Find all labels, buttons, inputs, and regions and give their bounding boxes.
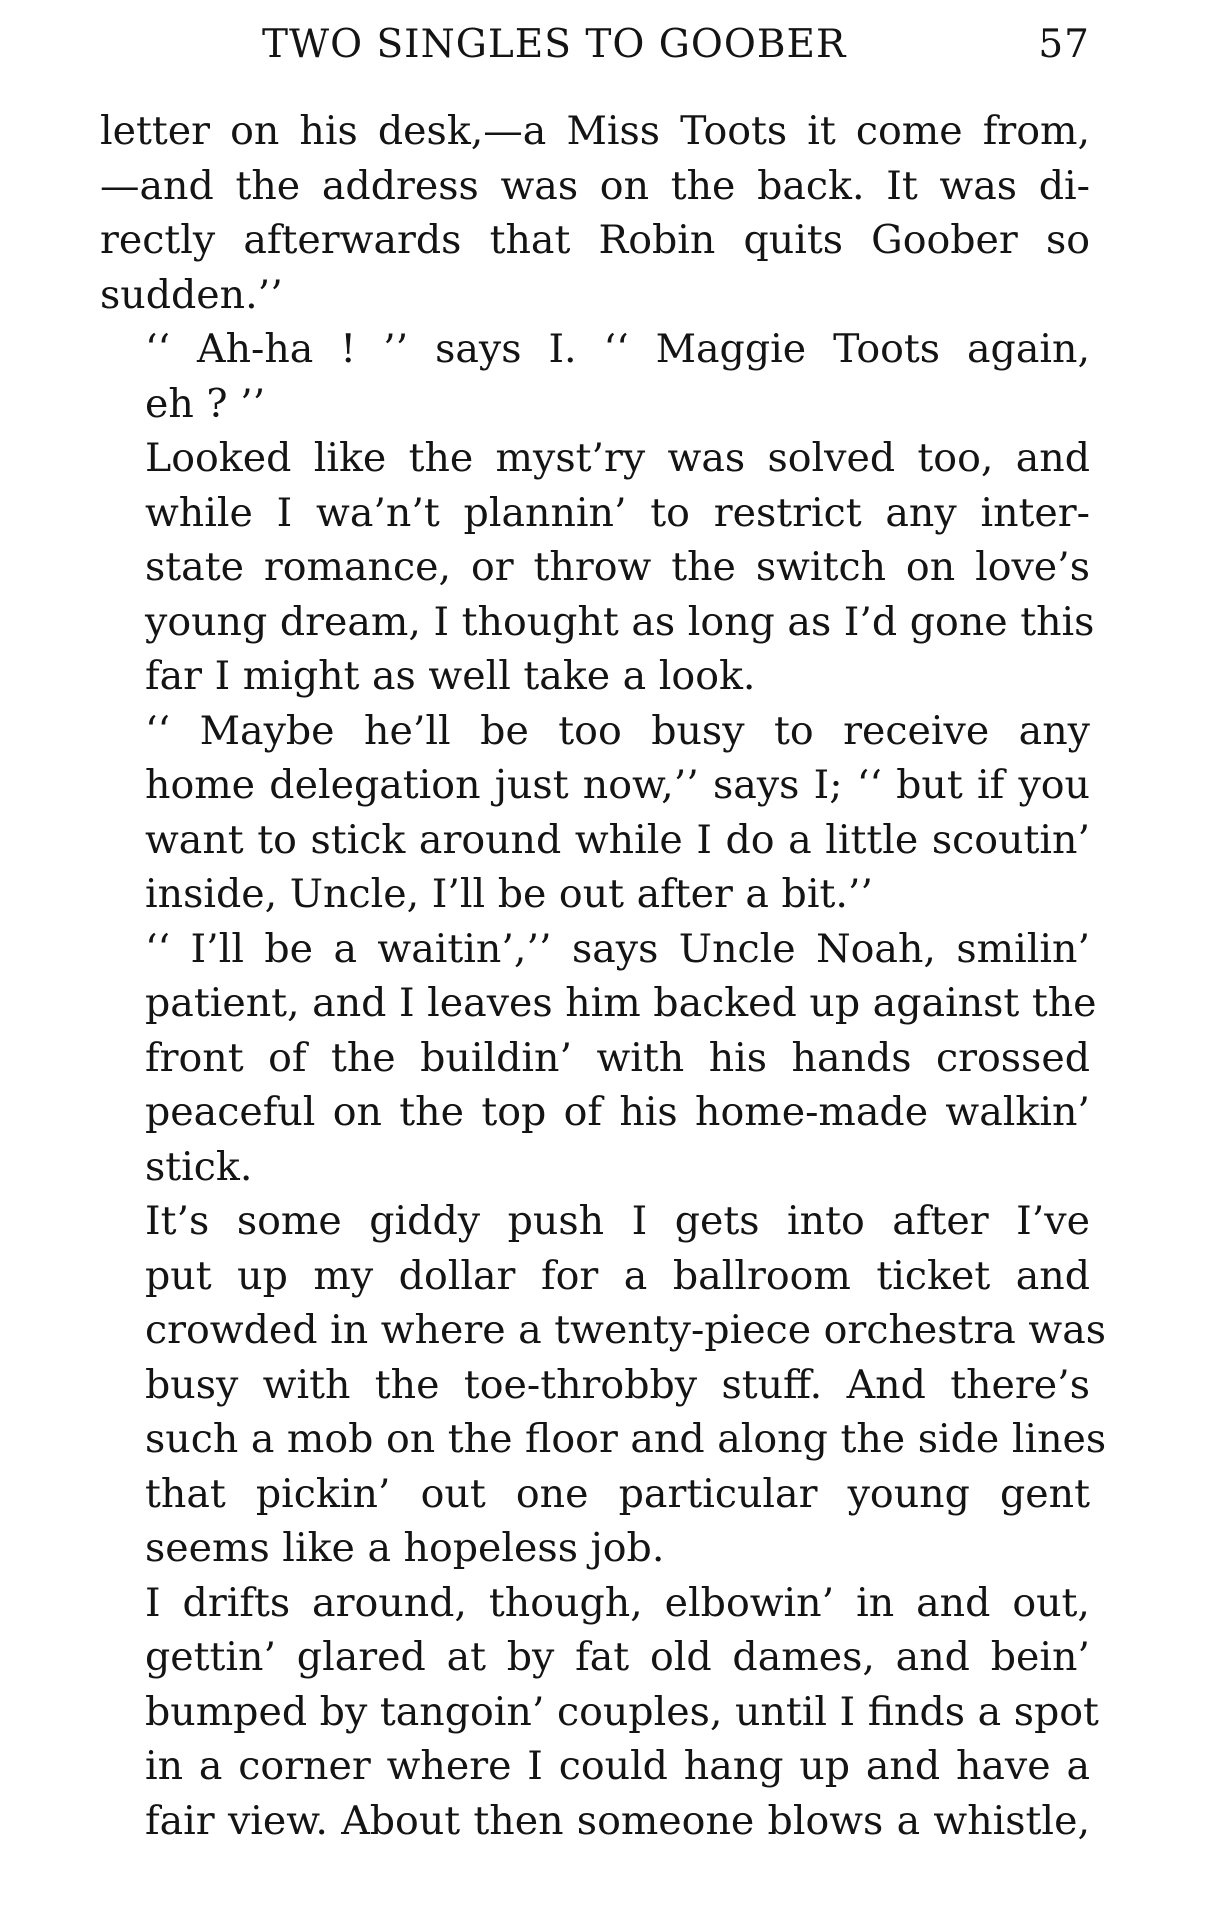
text-line: state romance, or throw the switch on love’s [145,544,1090,590]
text-line: letter on his desk,—a Miss Toots it come from, [100,108,1090,154]
text-line: eh ? ’’ [145,380,266,427]
text-line: while I wa’n’t plannin’ to restrict any inter- [145,489,1090,536]
text-line: inside, Uncle, I’ll be out after a bit.’’ [145,871,873,917]
text-line: stick. [145,1143,253,1190]
paragraph [100,431,1095,704]
text-line: ‘‘ I’ll be a waitin’,’’ says Uncle Noah, smilin’ [145,925,1090,972]
paragraph [100,104,1090,322]
text-line: rectly afterwards that Robin quits Goober so [100,217,1090,263]
text-line: gettin’ glared at by fat old dames, and bein’ [145,1634,1090,1680]
paragraph [100,922,1097,1195]
text-line: —and the address was on the back. It was di- [100,162,1090,209]
text-line: home delegation just now,’’ says I; ‘‘ but if you [145,762,1090,808]
text-line: such a mob on the floor and along the side lines [145,1416,1107,1462]
running-title: TWO SINGLES TO GOOBER [262,22,847,67]
text-line: put up my dollar for a ballroom ticket and [145,1252,1090,1299]
text-line: busy with the toe-throbby stuff. And there’s [145,1361,1090,1408]
paragraph [100,704,1090,922]
text-line: sudden.’’ [100,271,283,318]
text-line: crowded in where a twenty-piece orchestra was [145,1307,1107,1353]
body-text [100,104,1107,1848]
text-line: bumped by tangoin’ couples, until I finds a spot [145,1688,1099,1735]
text-line: want to stick around while I do a little scoutin’ [145,816,1090,863]
text-line: far I might as well take a look. [145,653,756,699]
text-line: front of the buildin’ with his hands crossed [145,1034,1090,1081]
text-line: fair view. About then someone blows a whistle, [145,1797,1090,1844]
text-line: peaceful on the top of his home-made walkin’ [145,1089,1090,1135]
text-line: that pickin’ out one particular young gent [145,1470,1090,1517]
text-line: young dream, I thought as long as I’d gone this [145,598,1095,645]
text-line: It’s some giddy push I gets into after I’ve [145,1198,1090,1244]
text-line: patient, and I leaves him backed up against the [145,980,1097,1026]
page-number: 57 [1038,22,1090,67]
text-line: in a corner where I could hang up and have a [145,1743,1090,1789]
text-line: Looked like the myst’ry was solved too, and [145,435,1090,481]
paragraph [100,1194,1107,1576]
paragraph [100,1576,1099,1849]
text-line: ‘‘ Maybe he’ll be too busy to receive any [145,707,1090,754]
paragraph [100,322,1090,431]
text-line: I drifts around, though, elbowin’ in and out, [145,1579,1090,1626]
text-line: seems like a hopeless job. [145,1525,665,1571]
running-head [100,22,1090,82]
text-line: ‘‘ Ah-ha ! ’’ says I. ‘‘ Maggie Toots again, [145,326,1090,372]
